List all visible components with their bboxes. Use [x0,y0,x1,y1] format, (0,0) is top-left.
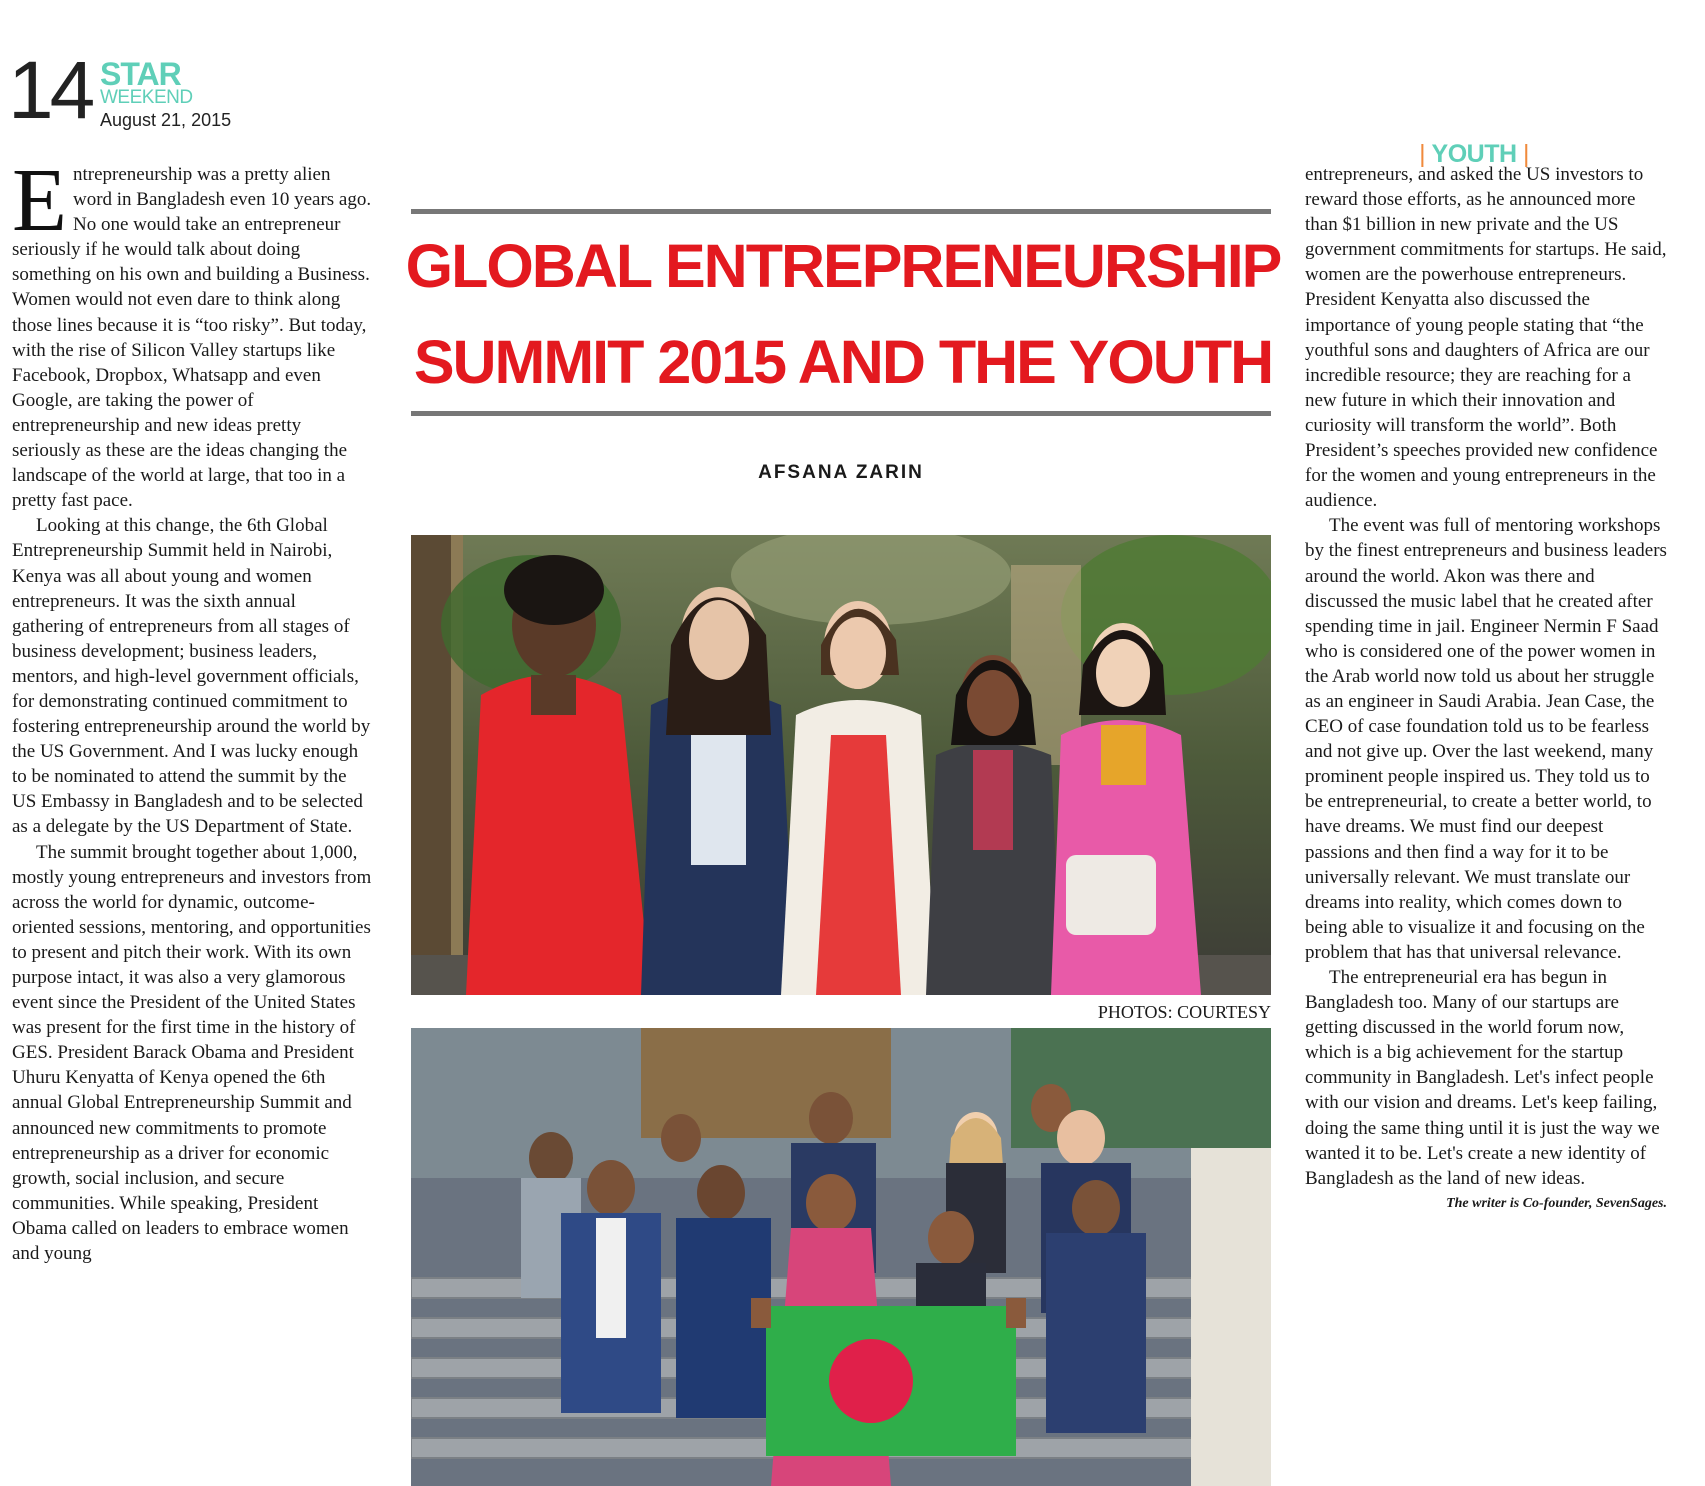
group-photo-top [411,535,1271,995]
article-paragraph: The event was full of mentoring workshops by the finest entrepreneurs and business leaders around the world. Akon was there and discussed the music label that he created after spending time in jail. Engineer Nermin F Saad who is considered one of the power women in the Arab world now told us about her struggle as an engineer in Saudi Arabia. Jean Case, the CEO of case foundation told us to be fearless and not give up. Over the last weekend, many prominent people inspired us. They told us to be entrepreneurial, to create a better world, to have dreams. We must find our deepest passions and then find a way for it to be universally relevant. We must translate our dreams into reality, which comes down to being able to visualize it and focusing on the problem that has that universal relevance. [1305,515,1667,963]
headline [405,218,1281,410]
article-paragraph: entrepreneurs, and asked the US investors to reward those efforts, as he announced more than $1 billion in new private and the US government commitments for startups. He said, women are the powerhouse entrepreneurs. President Kenyatta also discussed the importance of young people stating that “the youthful sons and daughters of Africa are our incredible resource; they are reaching for a new future in which their innovation and curiosity will transform the world”. Both President’s speeches provided new confidence for the women and young entrepreneurs in the audience. [1305,164,1667,512]
headline-rule-bottom [411,411,1271,416]
headline-rule-top [411,209,1271,214]
group-photo-bottom [411,1028,1271,1486]
article-paragraph: The entrepreneurial era has begun in Bangladesh too. Many of our startups are getting discussed in the world forum now, which is a big achievement for the startup community in Bangladesh. Let's infect people with our vision and dreams. Let's keep failing, doing the same thing until it is just the way we wanted it to be. Let's create a new identity of Bangladesh as the land of new ideas. [1305,967,1660,1189]
byline: AFSANA ZARIN [758,462,924,483]
drop-cap: E [12,151,67,250]
section-bar-right: | [1516,140,1529,168]
article-paragraph: Entrepreneurship was a pretty alien word in Bangladesh even 10 years ago. No one would take an entrepreneur seriously if he would talk about doing something on his own and building a Business. Women would not even dare to think along those lines because it is “too risky”. But today, with the rise of Silicon Valley startups like Facebook, Dropbox, Whatsapp and even Google, are taking the power of entrepreneurship and new ideas pretty seriously as these are the ideas changing the landscape of the world at large, that too in a pretty fast pace. [12,151,372,512]
page-number: 14 [8,45,92,136]
brand-star: STAR [100,56,181,92]
article-column-left [12,151,372,1266]
section-bar-left: | [1419,140,1432,168]
headline-line-1: GLOBAL ENTREPRENEURSHIP [405,232,1281,300]
article-paragraph: The summit brought together about 1,000, mostly young entrepreneurs and investors from across the world for dynamic, outcome-oriented sessions, mentoring, and opportunities to present and pitch their work. With its own purpose intact, it was also a very glamorous event since the President of the United States was present for the first time in the history of GES. President Barack Obama and President Uhuru Kenyatta of Kenya opened the 6th annual Global Entrepreneurship Summit and announced new commitments to promote entrepreneurship as a driver for economic growth, social inclusion, and secure communities. While speaking, President Obama called on leaders to embrace women and young [12,841,372,1265]
article-paragraph: Looking at this change, the 6th Global Entrepreneurship Summit held in Nairobi, Kenya was all about young and women entrepreneurs. It was the sixth annual gathering of entrepreneurs from all stages of business development; business leaders, mentors, and high-level government officials, for demonstrating continued commitment to fostering entrepreneurship around the world by the US Government. And I was lucky enough to be nominated to attend the summit by the US Embassy in Bangladesh and to be selected as a delegate by the US Department of State. [12,515,371,838]
issue-date: August 21, 2015 [100,110,232,130]
brand-weekend: WEEKEND [100,87,193,108]
masthead [8,45,268,140]
article-column-right [1305,162,1667,1216]
author-signoff: The writer is Co-founder, SevenSages. [1446,1195,1667,1211]
section-label: YOUTH [1431,140,1517,168]
photo-credit: PHOTOS: COURTESY [1097,1002,1271,1022]
headline-line-2: SUMMIT 2015 AND THE YOUTH [413,328,1273,396]
